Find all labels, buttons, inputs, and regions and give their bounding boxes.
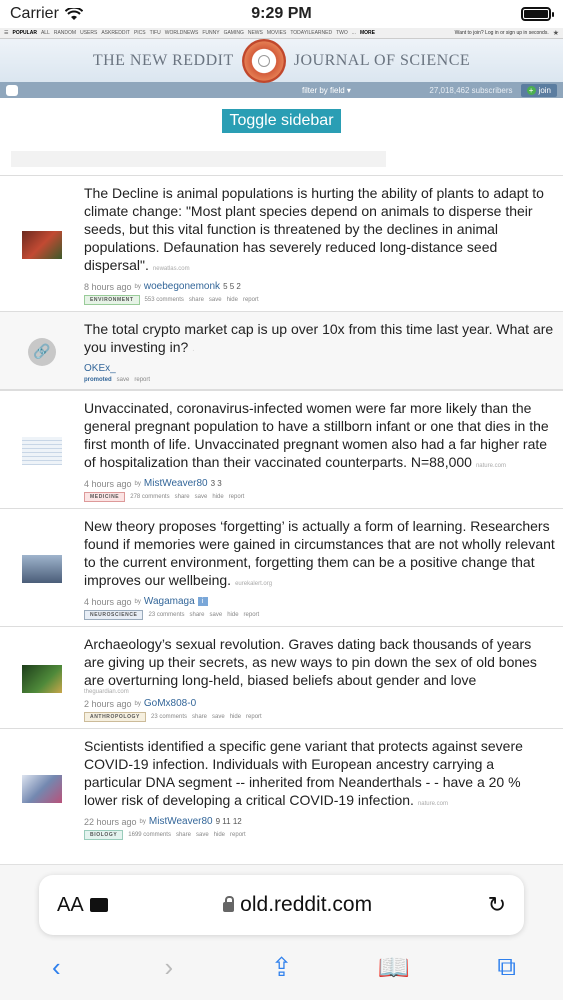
snoo-small-icon[interactable] xyxy=(6,85,18,96)
bookmarks-icon[interactable]: 📖 xyxy=(377,951,411,982)
post-title-text[interactable]: New theory proposes ‘forgetting’ is actually a form of learning. Researchers found if memories were gained in circumstances that are not wholly relevant to the current environment, forgetting them can be a positive change that improves our wellbeing. xyxy=(84,518,555,588)
report-link[interactable]: report xyxy=(246,714,262,720)
topnav-item[interactable]: GAMING xyxy=(223,30,244,36)
address-bar[interactable] xyxy=(39,875,524,935)
reddit-topnav xyxy=(0,28,563,39)
thumb-col xyxy=(0,517,84,620)
post-actions xyxy=(84,610,555,620)
post-actions xyxy=(84,712,555,722)
post-row xyxy=(0,175,563,311)
post-title[interactable] xyxy=(84,184,555,278)
awards-badges[interactable]: 5 5 2 xyxy=(223,282,241,291)
post-age: 4 hours ago xyxy=(84,596,132,607)
star-icon[interactable]: ★ xyxy=(552,30,559,37)
save-link[interactable]: save xyxy=(116,377,130,383)
post-title[interactable] xyxy=(84,320,555,360)
save-link[interactable]: save xyxy=(195,832,209,838)
post-author[interactable]: GoMx808-0 xyxy=(143,698,197,709)
post-title-text[interactable]: Scientists identified a specific gene variant that protects against severe COVID-19 infection. Individuals with European ancestry carrying a particular DNA segment -- inherited from Neanderthals - - have a 20 % lower risk of developing a critical COVID-19 infection. xyxy=(84,738,523,808)
post-title-text[interactable]: The Decline is animal populations is hurting the ability of plants to adapt to climate change: "Most plant species depend on animals to disperse their seeds, but this vital function is threatened by the declines in animal populations. Defaunation has severely reduced long-distance seed dispersal". xyxy=(84,185,544,273)
post-body xyxy=(84,320,563,383)
post-body xyxy=(84,399,563,502)
post-author[interactable]: MistWeaver80 xyxy=(143,478,208,489)
post-age: 8 hours ago xyxy=(84,281,132,292)
post-domain[interactable]: theguardian.com xyxy=(84,689,129,695)
thumb-col xyxy=(0,184,84,305)
share-link[interactable]: share xyxy=(175,832,191,838)
post-actions xyxy=(84,492,555,502)
by-label: by xyxy=(134,598,141,605)
topnav-item[interactable]: TODAYILEARNED xyxy=(290,30,333,36)
tabs-icon[interactable]: ⧉ xyxy=(497,951,516,981)
subreddit-subbar xyxy=(0,82,563,98)
topnav-item[interactable]: ASKREDDIT xyxy=(101,30,130,36)
banner-left-text: THE NEW REDDIT xyxy=(92,51,234,69)
post-flair[interactable]: MEDICINE xyxy=(84,492,125,502)
save-link[interactable]: save xyxy=(212,714,225,720)
subscriber-count: 27,018,462 subscribers xyxy=(429,85,513,95)
comments-link[interactable]: 23 comments xyxy=(148,612,185,618)
share-link[interactable]: share xyxy=(192,714,208,720)
subreddit-banner xyxy=(0,39,563,82)
post-title-text[interactable]: Archaeology’s sexual revolution. Graves dating back thousands of years are giving up their secrets, as new ways to pin down the sex of old bones are overturning long-held, biased beliefs about gender and love xyxy=(84,636,537,688)
comments-link[interactable]: 23 comments xyxy=(150,714,187,720)
report-link[interactable]: report xyxy=(228,494,245,500)
post-actions xyxy=(84,830,555,840)
reddit-seal-logo[interactable] xyxy=(242,39,286,83)
awards-badges[interactable]: 3 3 xyxy=(210,479,222,488)
topnav-item[interactable]: NEWS xyxy=(247,30,263,36)
post-domain[interactable]: eurekalert.org xyxy=(235,581,273,587)
post-meta xyxy=(84,698,555,709)
by-label: by xyxy=(139,818,146,825)
url-text[interactable]: old.reddit.com xyxy=(240,893,373,916)
status-time: 9:29 PM xyxy=(251,5,312,22)
post-meta xyxy=(84,816,555,827)
comments-link[interactable]: 1699 comments xyxy=(128,832,171,838)
post-age: 22 hours ago xyxy=(84,816,137,827)
post-meta xyxy=(84,596,555,607)
post-domain[interactable]: nature.com xyxy=(417,801,448,807)
thumb-col xyxy=(0,320,84,383)
filter-by-field-dropdown[interactable]: filter by field ▾ xyxy=(302,85,351,95)
forward-chevron-icon[interactable]: › xyxy=(164,951,174,982)
url-display[interactable] xyxy=(108,893,488,917)
post-domain[interactable]: newatlas.com xyxy=(152,266,190,272)
sponsor-name[interactable]: OKEx_ xyxy=(84,363,116,374)
info-badge-icon[interactable]: i xyxy=(198,597,208,606)
post-body xyxy=(84,517,563,620)
thumb-col xyxy=(0,635,84,722)
post-age: 4 hours ago xyxy=(84,478,132,489)
topnav-item[interactable]: ALL xyxy=(40,30,50,36)
topnav-item[interactable]: WORLDNEWS xyxy=(164,30,199,36)
post-flair[interactable]: ANTHROPOLOGY xyxy=(84,712,146,722)
post-thumbnail[interactable] xyxy=(22,775,62,803)
comments-link[interactable]: 553 comments xyxy=(144,297,184,303)
post-meta xyxy=(84,281,555,292)
post-domain[interactable]: nature.com xyxy=(475,463,506,469)
link-icon[interactable]: 🔗 xyxy=(28,338,56,366)
post-flair[interactable]: BIOLOGY xyxy=(84,830,123,840)
toggle-sidebar-button[interactable]: Toggle sidebar xyxy=(222,109,340,133)
save-link[interactable]: save xyxy=(208,297,222,303)
post-row xyxy=(0,508,563,626)
thumb-col xyxy=(0,399,84,502)
post-author[interactable]: Wagamaga xyxy=(143,596,195,607)
hide-link[interactable]: hide xyxy=(212,494,224,500)
wifi-icon xyxy=(65,8,83,21)
carrier-group xyxy=(10,5,83,23)
by-label: by xyxy=(134,480,141,487)
post-body xyxy=(84,737,563,840)
topnav-item[interactable]: ... xyxy=(351,30,356,36)
post-thumbnail[interactable] xyxy=(22,231,62,259)
post-row xyxy=(0,390,563,508)
post-title[interactable] xyxy=(84,737,555,813)
post-domain: · xyxy=(192,348,195,354)
post-row xyxy=(0,626,563,728)
by-label: by xyxy=(134,700,141,707)
post-title[interactable] xyxy=(84,635,555,689)
share-link[interactable]: share xyxy=(189,612,205,618)
topnav-item[interactable]: TIFU xyxy=(149,30,161,36)
comments-link[interactable]: 278 comments xyxy=(130,494,170,500)
share-link[interactable]: share xyxy=(174,494,190,500)
banner-right-text: JOURNAL OF SCIENCE xyxy=(293,51,471,69)
lock-icon xyxy=(223,902,234,912)
topnav-item[interactable]: USERS xyxy=(80,30,98,36)
hide-link[interactable]: hide xyxy=(227,612,239,618)
extension-icon[interactable] xyxy=(90,898,108,912)
join-button[interactable] xyxy=(521,84,557,97)
post-meta xyxy=(84,478,555,489)
snoo-icon xyxy=(258,55,270,67)
post-actions xyxy=(84,377,555,383)
carrier-label: Carrier xyxy=(10,5,59,22)
plus-icon: + xyxy=(527,86,536,95)
post-title[interactable] xyxy=(84,399,555,475)
hide-link[interactable]: hide xyxy=(229,714,242,720)
topnav-item[interactable]: PICS xyxy=(133,30,146,36)
by-label: by xyxy=(134,283,141,290)
report-link[interactable]: report xyxy=(134,377,151,383)
post-body xyxy=(84,184,563,305)
topnav-item[interactable]: RANDOM xyxy=(53,30,77,36)
sort-bar-placeholder xyxy=(11,151,386,167)
battery-icon xyxy=(521,7,551,21)
post-author[interactable]: woebegonemonk xyxy=(143,281,221,292)
status-bar xyxy=(0,0,563,28)
safari-toolbar xyxy=(0,947,563,987)
post-author[interactable]: MistWeaver80 xyxy=(148,816,213,827)
post-thumbnail[interactable] xyxy=(22,665,62,693)
promoted-label: promoted xyxy=(84,377,112,383)
topnav-item[interactable]: FUNNY xyxy=(202,30,220,36)
back-chevron-icon[interactable]: ‹ xyxy=(51,951,61,982)
reload-icon[interactable]: ↻ xyxy=(487,892,506,917)
safari-bottom-chrome xyxy=(0,864,563,1000)
post-list xyxy=(0,175,563,846)
topnav-item[interactable]: POPULAR xyxy=(12,30,37,36)
topnav-item[interactable]: MOVIES xyxy=(266,30,287,36)
reader-aa-button[interactable]: AA xyxy=(57,893,84,916)
post-row xyxy=(0,728,563,846)
post-title[interactable] xyxy=(84,517,555,593)
subreddit-menu-icon[interactable]: ☰ xyxy=(4,30,9,36)
report-link[interactable]: report xyxy=(242,297,259,303)
post-body xyxy=(84,635,563,722)
post-age: 2 hours ago xyxy=(84,698,132,709)
post-flair[interactable]: ENVIRONMENT xyxy=(84,295,140,305)
post-flair[interactable]: NEUROSCIENCE xyxy=(84,610,143,620)
thumb-col xyxy=(0,737,84,840)
save-link[interactable]: save xyxy=(209,612,223,618)
topnav-item[interactable]: TWO xyxy=(336,30,348,36)
topnav-more[interactable]: MORE xyxy=(359,30,375,36)
report-link[interactable]: report xyxy=(230,832,246,838)
post-thumbnail[interactable] xyxy=(22,437,62,465)
toggle-wrap xyxy=(0,98,563,133)
hide-link[interactable]: hide xyxy=(213,832,226,838)
share-icon[interactable]: ⇪ xyxy=(270,951,293,982)
post-title-text[interactable]: The total crypto market cap is up over 10x from this time last year. What are you investing in? xyxy=(84,321,554,355)
post-row-promoted xyxy=(0,311,563,390)
join-prompt[interactable]: Want to join? Log in or sign up in seconds. xyxy=(454,30,549,36)
save-link[interactable]: save xyxy=(194,494,208,500)
awards-badges[interactable]: 9 11 12 xyxy=(215,817,242,826)
post-thumbnail[interactable] xyxy=(22,555,62,583)
report-link[interactable]: report xyxy=(243,612,260,618)
share-link[interactable]: share xyxy=(188,297,204,303)
post-title-text[interactable]: Unvaccinated, coronavirus-infected women were far more likely than the general pregnant population to have a stillborn infant or one that dies in the first month of life. Unvaccinated pregnant women also had a far higher rate of hospitalization than their vaccinated counterparts. N=88,000 xyxy=(84,400,549,470)
hide-link[interactable]: hide xyxy=(226,297,238,303)
post-actions xyxy=(84,295,555,305)
join-label: join xyxy=(538,85,551,95)
